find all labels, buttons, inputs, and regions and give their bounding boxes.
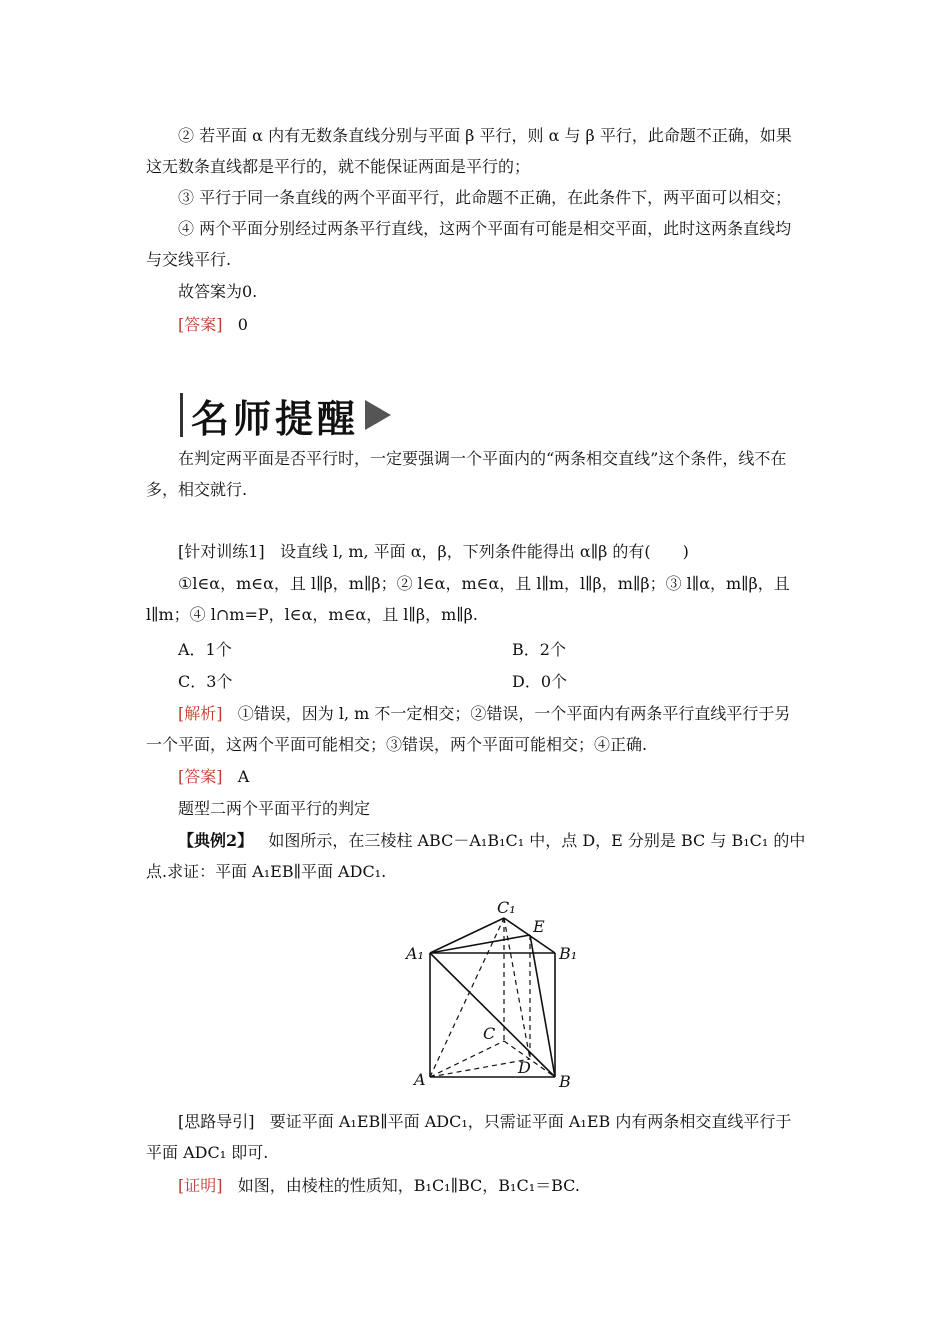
analysis-tag: [解析] — [178, 704, 223, 723]
paragraph-4: ④ 两个平面分别经过两条平行直线，这两个平面有可能是相交平面，此时这两条直线均与交线平行. — [146, 219, 792, 269]
edge-a-c — [430, 1041, 504, 1077]
label-b: B — [559, 1072, 571, 1091]
answer-value: A — [237, 767, 250, 786]
option-b: B．2个 — [512, 640, 566, 659]
answer-1 — [178, 309, 248, 340]
guide-text: 要证平面 A₁EB∥平面 ADC₁，只需证平面 A₁EB 内有两条相交直线平行于平面 ADC₁ 即可. — [146, 1112, 792, 1162]
banner-title: 名师提醒 — [191, 396, 360, 441]
proof-tag: [证明] — [178, 1176, 223, 1195]
banner-bar — [180, 393, 183, 437]
training-question — [146, 536, 806, 567]
label-a1: A₁ — [406, 944, 424, 963]
example-tag: 【典例2】 — [178, 831, 254, 850]
training-question-text: 设直线 l, m, 平面 α，β，下列条件能得出 α∥β 的有( ) — [279, 542, 689, 561]
answer-tag: [答案] — [178, 315, 223, 334]
training-tag: [针对训练1] — [178, 542, 265, 561]
conclusion: 故答案为0. — [178, 282, 258, 301]
triangle-arrow-icon — [365, 400, 391, 430]
prism-figure — [400, 893, 590, 1093]
label-c1: C₁ — [497, 898, 516, 917]
option-c: C．3个 — [178, 672, 233, 691]
analysis — [146, 698, 806, 760]
analysis-text: ①错误，因为 l, m 不一定相交；②错误，一个平面内有两条平行直线平行于另一个平面，这两个平面可能相交；③错误，两个平面可能相交；④正确. — [146, 704, 791, 754]
option-a: A．1个 — [178, 640, 232, 659]
teacher-tip-banner — [180, 390, 391, 440]
label-d: D — [518, 1058, 531, 1077]
paragraph-2: ② 若平面 α 内有无数条直线分别与平面 β 平行，则 α 与 β 平行，此命题不正确，如果这无数条直线都是平行的，就不能保证两面是平行的； — [146, 126, 792, 176]
example-2 — [146, 825, 806, 887]
example-text: 如图所示，在三棱柱 ABC－A₁B₁C₁ 中，点 D，E 分别是 BC 与 B₁C₁ 的中点.求证：平面 A₁EB∥平面 ADC₁. — [146, 831, 806, 881]
segment-c1-d — [504, 918, 530, 1059]
answer-value: 0 — [237, 315, 248, 334]
segment-a1-e — [430, 935, 530, 953]
label-e: E — [533, 917, 545, 936]
proof-text: 如图，由棱柱的性质知，B₁C₁∥BC，B₁C₁＝BC. — [237, 1176, 580, 1195]
proof — [178, 1170, 580, 1201]
guide-tag: [思路导引] — [178, 1112, 255, 1131]
option-d: D．0个 — [512, 672, 568, 691]
label-c: C — [483, 1024, 496, 1043]
segment-a-d — [430, 1059, 530, 1077]
paragraph-3: ③ 平行于同一条直线的两个平面平行，此命题不正确，在此条件下，两平面可以相交； — [178, 188, 792, 207]
answer-2 — [178, 761, 249, 792]
section-title: 题型二两个平面平行的判定 — [178, 799, 371, 818]
label-b1: B₁ — [559, 944, 578, 963]
guide — [146, 1106, 806, 1168]
edge-a1-c1 — [430, 918, 504, 953]
tip-paragraph: 在判定两平面是否平行时，一定要强调一个平面内的“两条相交直线”这个条件，线不在多，相交就行. — [146, 449, 787, 499]
answer-tag: [答案] — [178, 767, 223, 786]
training-conditions: ①l∈α，m∈α，且 l∥β，m∥β；② l∈α，m∈α，且 l∥m，l∥β，m∥β；③ l∥α，m∥β，且 l∥m；④ l∩m=P，l∈α，m∈α，且 l∥β，m∥β. — [146, 574, 790, 624]
label-a: A — [414, 1070, 426, 1089]
